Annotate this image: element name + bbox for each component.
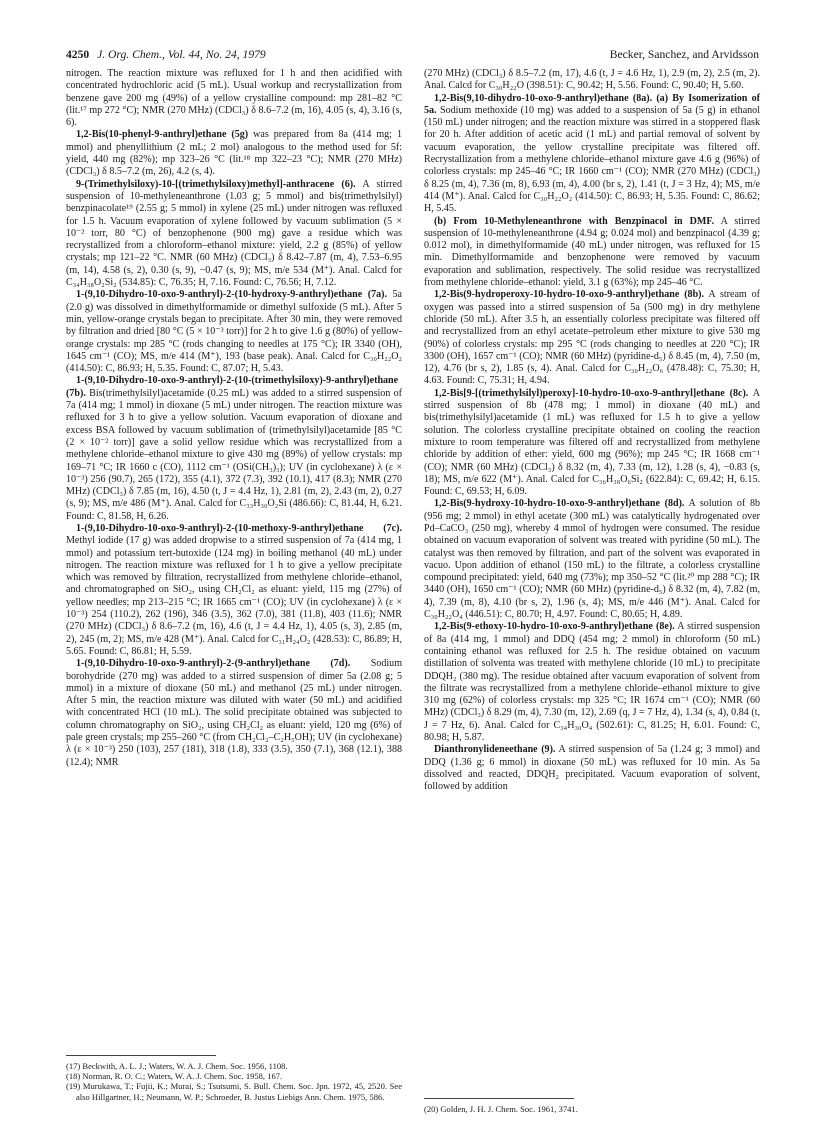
paragraph (424, 93, 760, 216)
paragraph (424, 744, 760, 793)
compound-heading: 1,2-Bis(9-hydroperoxy-10-hydro-10-oxo-9-anthryl)ethane (8b). (434, 289, 705, 301)
paragraph (424, 68, 760, 93)
footnote-rule-left (66, 1055, 216, 1056)
compound-heading: 1-(9,10-Dihydro-10-oxo-9-anthryl)-2-(10-hydroxy-9-anthryl)ethane (7a). (76, 289, 387, 301)
paragraph-text: A stirred suspension of 10-methyleneanthrone (4.94 g; 0.024 mol) and benzpinacol (4.39 g; 0.012 mol), in dimethylformamide (40 mL) under nitrogen, was refluxed for 15 min. Dimethylformamide and benzophenone were removed by vacuum evaporation and sublimation, respectively. The solid residue was recrystallized from methylene chloride–ethanol: yield, 3.1 g (63%); mp 245–46 °C. (424, 215, 761, 289)
paragraph-text: A solution of 8b (956 mg; 2 mmol) in ethyl acetate (300 mL) was catalytically hydrogenated over Pd–CaCO₃ (250 mg), whereby 4 mmol of hydrogen were consumed. The residue obtained on vacuum evaporation of solvent was treated with pyridine (50 mL). The catalyst was then removed by filtration, and part of the solvent was evaporated in vacuo. Upon addition of ethanol (150 mL) to the filtrate, a colorless crystalline compound precipitated: yield, 640 mg (73%); mp 350–52 °C (lit.²⁰ mp 288 °C); IR 3440 (OH), 1650 cm⁻¹ (CO); NMR (60 MHz) (pyridine-d₅) δ 8.32 (m, 4), 7.82 (m, 4), 7.39 (m, 8), 4.10 (br s, 2), 1.96 (s, 4); MS, m/e 446 (M⁺). Anal. Calcd for C₃₀H₂₂O₄ (446.51): C, 80.70; H, 4.97. Found: C, 80.65; H, 4.89. (424, 498, 760, 621)
paragraph-text: Methyl iodide (17 g) was added dropwise to a stirred suspension of 7a (414 mg, 1 mmol) and potassium tert-butoxide (124 mg) in boiling methanol (40 mL) under nitrogen. The reaction mixture was refluxed for 1 h to give a yellow precipitate which was removed by filtration, recrystallized from methylene chloride–ethanol, and chromatographed on SiO₂, using CH₂Cl₂ as eluant: yield, 115 mg (27%) of yellow needles; mp 213–215 °C; IR 1665 cm⁻¹ (CO); UV (in cyclohexane) λ (ε × 10⁻³) 254 (110.2), 262 (196), 346 (3.5), 362 (7.0), 381 (11.8), 403 (11.6); NMR (270 MHz) (CDCl₃) δ 8.6–7.2 (m, 16), 4.6 (t, J = 4.4 Hz, 1), 4.05 (s, 3), 2.85 (m, 2), 245 (m, 2); MS, m/e 428 (M⁺). Anal. Calcd for C₃₁H₂₄O₂ (428.53): C, 86.89; H, 5.65. Found: C, 86.81; H, 5.59. (66, 535, 402, 657)
paragraph-text: nitrogen. The reaction mixture was refluxed for 1 h and then acidified with concentrated hydrochloric acid (5 mL). Usual workup and recrystallization from benzene gave 200 mg (49%) of a yellow crystalline compound: mp 281–82 °C (lit.¹⁷ mp 272 °C); NMR (270 MHz) (CDCl₃) δ 8.6–7.2 (m, 16), 4.05 (s, 4), 3.16 (s, 6). (66, 68, 402, 129)
left-footnotes (66, 1061, 402, 1102)
paragraph-text: Bis(trimethylsilyl)acetamide (0.25 mL) was added to a stirred suspension of 7a (414 mg; 1 mmol) in dioxane (5 mL) under nitrogen. The reaction mixture was refluxed for 3 h to give a yellow solution. Vacuum evaporation of dioxane and excess BSA followed by vacuum sublimation of (trimethylsilyl)acetamide [85 °C (2 × 10⁻² torr)] gave a solid yellow residue which was recrystallized from a methylene chloride–ethanol mixture to give 430 mg (89%) of yellow crystals: mp 169–71 °C; IR 1660 c (CO), 1112 cm⁻¹ (OSi(CH₃)₃); UV (in cyclohexane) λ (ε × 10⁻³) 256 (90.7), 265 (172), 355 (4.1), 372 (7.3), 392 (10.1), 417 (8.3); NMR (270 MHz) (CDCl₃) δ 7.85 (m, 16), 4.50 (t, J = 4.4 Hz, 1), 2.81 (m, 2), 2.43 (m, 2), 0.27 (s, 9); MS, m/e 486 (M⁺). Anal. Calcd for C₃₃H₃₀O₂Si (486.66): C, 81.44, H, 6.21. Found: C, 81.58, H, 6.26. (66, 387, 402, 522)
paragraph-text: (270 MHz) (CDCl₃) δ 8.5–7.2 (m, 17), 4.6 (t, J = 4.6 Hz, 1), 2.9 (m, 2), 2.5 (m, 2). Anal. Calcd for C₃₀H₂₂O (398.51): C, 90.42; H, 5.56. Found: C, 90.40; H, 5.60. (424, 68, 760, 92)
compound-heading: Dianthronylideneethane (9). (434, 744, 556, 756)
paragraph (66, 179, 402, 290)
paragraph-text: Sodium borohydride (270 mg) was added to a stirred suspension of dimer 5a (2.08 g; 5 mmol) in a mixture of dioxane (50 mL) and methanol (25 mL) under nitrogen. After 5 min, the reaction mixture was diluted with water (50 mL) and acidified with concentrated HCl (10 mL). The solid precipitate obtained was subjected to column chromatography on SiO₂, using CH₂Cl₂ as eluant: yield, 120 mg (6%) of pale green crystals; mp 255–260 °C (from CH₂Cl₂–C₂H₅OH); UV (in cyclohexane) λ (ε × 10⁻³) 250 (103), 257 (181), 318 (1.8), 333 (3.5), 350 (7.1), 368 (12.1), 388 (12.4); NMR (66, 658, 403, 768)
compound-heading: 1,2-Bis(9,10-dihydro-10-oxo-9-anthryl)ethane (8a). (a) By Isomerization of 5a. (424, 92, 760, 116)
paragraph (424, 498, 760, 621)
compound-heading: 1,2-Bis(9-hydroxy-10-hydro-10-oxo-9-anthryl)ethane (8d). (434, 498, 685, 510)
footnote: (19) Murukawa, T.; Fujii, K.; Murai, S.; Tsutsumi, S. Bull. Chem. Soc. Jpn. 1972, 45, 2520. See also Hillgartner, H.; Neumann, W. P.; Schroeder, B. Justus Liebigs Ann. Chem. 1975, 586. (66, 1081, 402, 1102)
footnote: (18) Norman, R. O. C.; Waters, W. A. J. Chem. Soc. 1958, 167. (66, 1071, 283, 1082)
right-footnotes (424, 1104, 760, 1114)
paragraph-text: A stream of oxygen was passed into a stirred suspension of 5a (500 mg) in dry methylene chloride (50 mL). After 3.5 h, an essentially colorless precipitate was filtered off and recrystallized from an ethyl acetate–petroleum ether mixture to give 530 mg (90%) of colorless crystals: mp 295 °C (rods changing to needles at 220 °C); IR 3300 (OH), 1657 cm⁻¹ (CO); NMR (60 MHz) (pyridine-d₅) δ 8.45 (m, 4), 7.50 (m, 12), 4.76 (br s, 2), 1.85 (s, 4). Anal. Calcd for C₃₀H₂₂O₆ (478.48): C, 75.30; H, 4.63. Found: C, 75.31; H, 4.94. (424, 289, 760, 387)
paragraph (66, 375, 402, 523)
paragraph (66, 129, 402, 178)
paragraph (424, 621, 760, 744)
running-authors: Becker, Sanchez, and Arvidsson (609, 48, 759, 61)
right-column (424, 68, 760, 794)
running-header (66, 46, 759, 64)
footnote: (17) Beckwith, A. L. J.; Waters, W. A. J. Chem. Soc. 1956, 1108. (66, 1061, 288, 1071)
paragraph-text: Sodium methoxide (10 mg) was added to a suspension of 5a (5 g) in ethanol (150 mL) under nitrogen; and the reaction mixture was stirred in a stoppered flask for 20 h. After addition of acetic acid (1 mL) and partial removal of solvent by vacuum evaporation, the yellow crystalline precipitate was filtered off. Recrystallization from a methylene chloride–ethanol mixture gave 4.6 g (96%) of colorless crystals: mp 245–46 °C; IR 1660 cm⁻¹ (CO); NMR (270 MHz) (CDCl₃) δ 8.25 (m, 4), 7.36 (m, 8), 6.93 (m, 4), 4.00 (br s, 2), 1.41 (t, J = 3 Hz, 4); MS, m/e 414 (M⁺). Anal. Calcd for C₃₀H₂₂O₂ (414.50): C, 86.93; H, 5.35. Found: C, 86.62; H, 5.45. (424, 104, 760, 215)
compound-heading: 1,2-Bis[9-[(trimethylsilyl)peroxy]-10-hydro-10-oxo-9-anthryl]ethane (8c). (434, 387, 749, 399)
paragraph (66, 68, 402, 129)
paragraph-text: was prepared from 8a (414 mg; 1 mmol) and phenyllithium (2 mL; 2 mol) analogous to the method used for 5f: yield, 440 mg (82%); mp 323–26 °C (lit.¹⁸ mp 322–23 °C); NMR (270 MHz) (CDCl₃) δ 8.5–7.2 (m, 26), 4.2 (s, 4). (66, 129, 402, 178)
paragraph-text: 5a (2.0 g) was dissolved in dimethylformamide or dimethyl sulfoxide (5 mL). After 5 min, yellow-orange crystals began to precipitate. After 30 min, they were removed by filtration and dried [80 °C (5 × 10⁻³ torr)] for 2 h to give 1.6 g (80%) of yellow-orange crystals: mp 285 °C (rods changing to needles at 175 °C); IR 3340 (OH), 1645 cm⁻¹ (CO); MS, m/e 414 (M⁺), 193 (base peak). Anal. Calcd for C₃₀H₂₂O₂ (414.50): C, 86.93; H, 5.35. Found: C, 87.07; H, 5.43. (66, 289, 403, 375)
paragraph-text: A stirred suspension of 8a (414 mg, 1 mmol) and DDQ (454 mg; 2 mmol) in chloroform (50 mL) containing ethanol was refluxed for 2.5 h. The residue obtained on vacuum distillation of solventa was treated with methylene chloride (10 mL) to precipitate DDQH₂ (380 mg). The residue obtained after vacuum evaporation of solvent from the filtrate was recrystallized from a methylene chloride–ethanol mixture to give 310 mg (62%) of colorless crystals: mp 325 °C; IR 1674 cm⁻¹ (CO); NMR (60 MHz) (CDCl₃) δ 8.29 (m, 4), 7.30 (m, 12), 2.69 (q, J = 7 Hz, 4), 1.34 (s, 4), 0.84 (t, J = 7 Hz, 6). Anal. Calcd for C₃₄H₃₀O₄ (502.61): C, 81.25; H, 6.01. Found: C, 80.98; H, 5.87. (424, 621, 761, 744)
compound-heading: 1,2-Bis(10-phenyl-9-anthryl)ethane (5g) (76, 129, 249, 141)
compound-heading: 1-(9,10-Dihydro-10-oxo-9-anthryl)-2-(9-anthryl)ethane (7d). (76, 658, 351, 670)
paragraph-text: A stirred suspension of 10-methyleneanthrone (1.03 g; 5 mmol) and bis(trimethylsilyl) benzpinacolate¹⁹ (2.55 g; 5 mmol) in xylene (25 mL) under nitrogen was refluxed for 1.5 h. Vacuum evaporation of xylene followed by vacuum sublimation (5 × 10⁻² torr, 80 °C) of benzophenone (900 mg) gave a residue which was recrystallized from a chloroform–ethanol mixture: yield, 2.2 g (85%) of yellow crystals; mp 121–22 °C. NMR (60 MHz) (CDCl₃) δ 8.42–7.87 (m, 4), 7.53–6.95 (m, 14), 4.58 (s, 2), 0.30 (s, 9), −0.47 (s, 9); MS, m/e 534 (M⁺). Anal. Calcd for C₃₄H₃₈O₂Si₂ (534.85): C, 76.35; H, 7.16. Found: C, 76.56; H, 7.12. (66, 178, 402, 289)
left-column (66, 68, 402, 769)
paragraph (66, 658, 402, 769)
footnote: (20) Golden, J. H. J. Chem. Soc. 1961, 3741. (424, 1104, 578, 1114)
paragraph (424, 216, 760, 290)
page-number: 4250 (66, 48, 90, 61)
compound-heading: 1-(9,10-Dihydro-10-oxo-9-anthryl)-2-(10-methoxy-9-anthryl)ethane (7c). (76, 522, 402, 534)
paragraph (424, 388, 760, 499)
paragraph (424, 289, 760, 387)
paragraph-text: A stirred suspension of 5a (1.24 g; 3 mmol) and DDQ (1.36 g; 6 mmol) in dioxane (50 mL) was refluxed for 10 min. As 5a dissolved and reacted, DDQH₂ precipitated. Vacuum evaporation of solvent, followed by addition (424, 744, 760, 793)
compound-heading: 9-(Trimethylsiloxy)-10-[(trimethylsiloxy)methyl]-anthracene (6). (76, 178, 356, 190)
journal-citation: J. Org. Chem., Vol. 44, No. 24, 1979 (97, 48, 266, 61)
paragraph (66, 289, 402, 375)
footnote-rule-right (424, 1098, 574, 1099)
paragraph (66, 523, 402, 658)
paragraph-text: A stirred suspension of 8b (478 mg; 1 mmol) in dioxane (40 mL) and bis(trimethylsilyl)acetamide (1 mL) was refluxed for 1.5 h to give a yellow solution. The colorless crystalline precipitate obtained on cooling the reaction mixture to room temperature was filtered off and recrystallized from methylene chloride by addition of ether: yield, 600 mg (96%); mp 245 °C; IR 1668 cm⁻¹ (CO); NMR (60 MHz) (CDCl₃) δ 8.32 (m, 4), 7.33 (m, 12), 1.28 (s, 4), −0.83 (s, 18); MS, m/e 622 (M⁺). Anal. Calcd for C₃₆H₃₈O₆Si₂ (622.84): C, 69.42; H, 6.15. Found: C, 69.53; H, 6.09. (424, 387, 760, 498)
compound-heading: 1,2-Bis(9-ethoxy-10-hydro-10-oxo-9-anthryl)ethane (8e). (434, 621, 675, 633)
compound-heading: (b) From 10-Methyleneanthrone with Benzpinacol in DMF. (434, 215, 715, 227)
compound-heading: 1-(9,10-Dihydro-10-oxo-9-anthryl)-2-(10-(trimethylsiloxy)-9-anthryl)ethane (7b). (66, 375, 399, 399)
